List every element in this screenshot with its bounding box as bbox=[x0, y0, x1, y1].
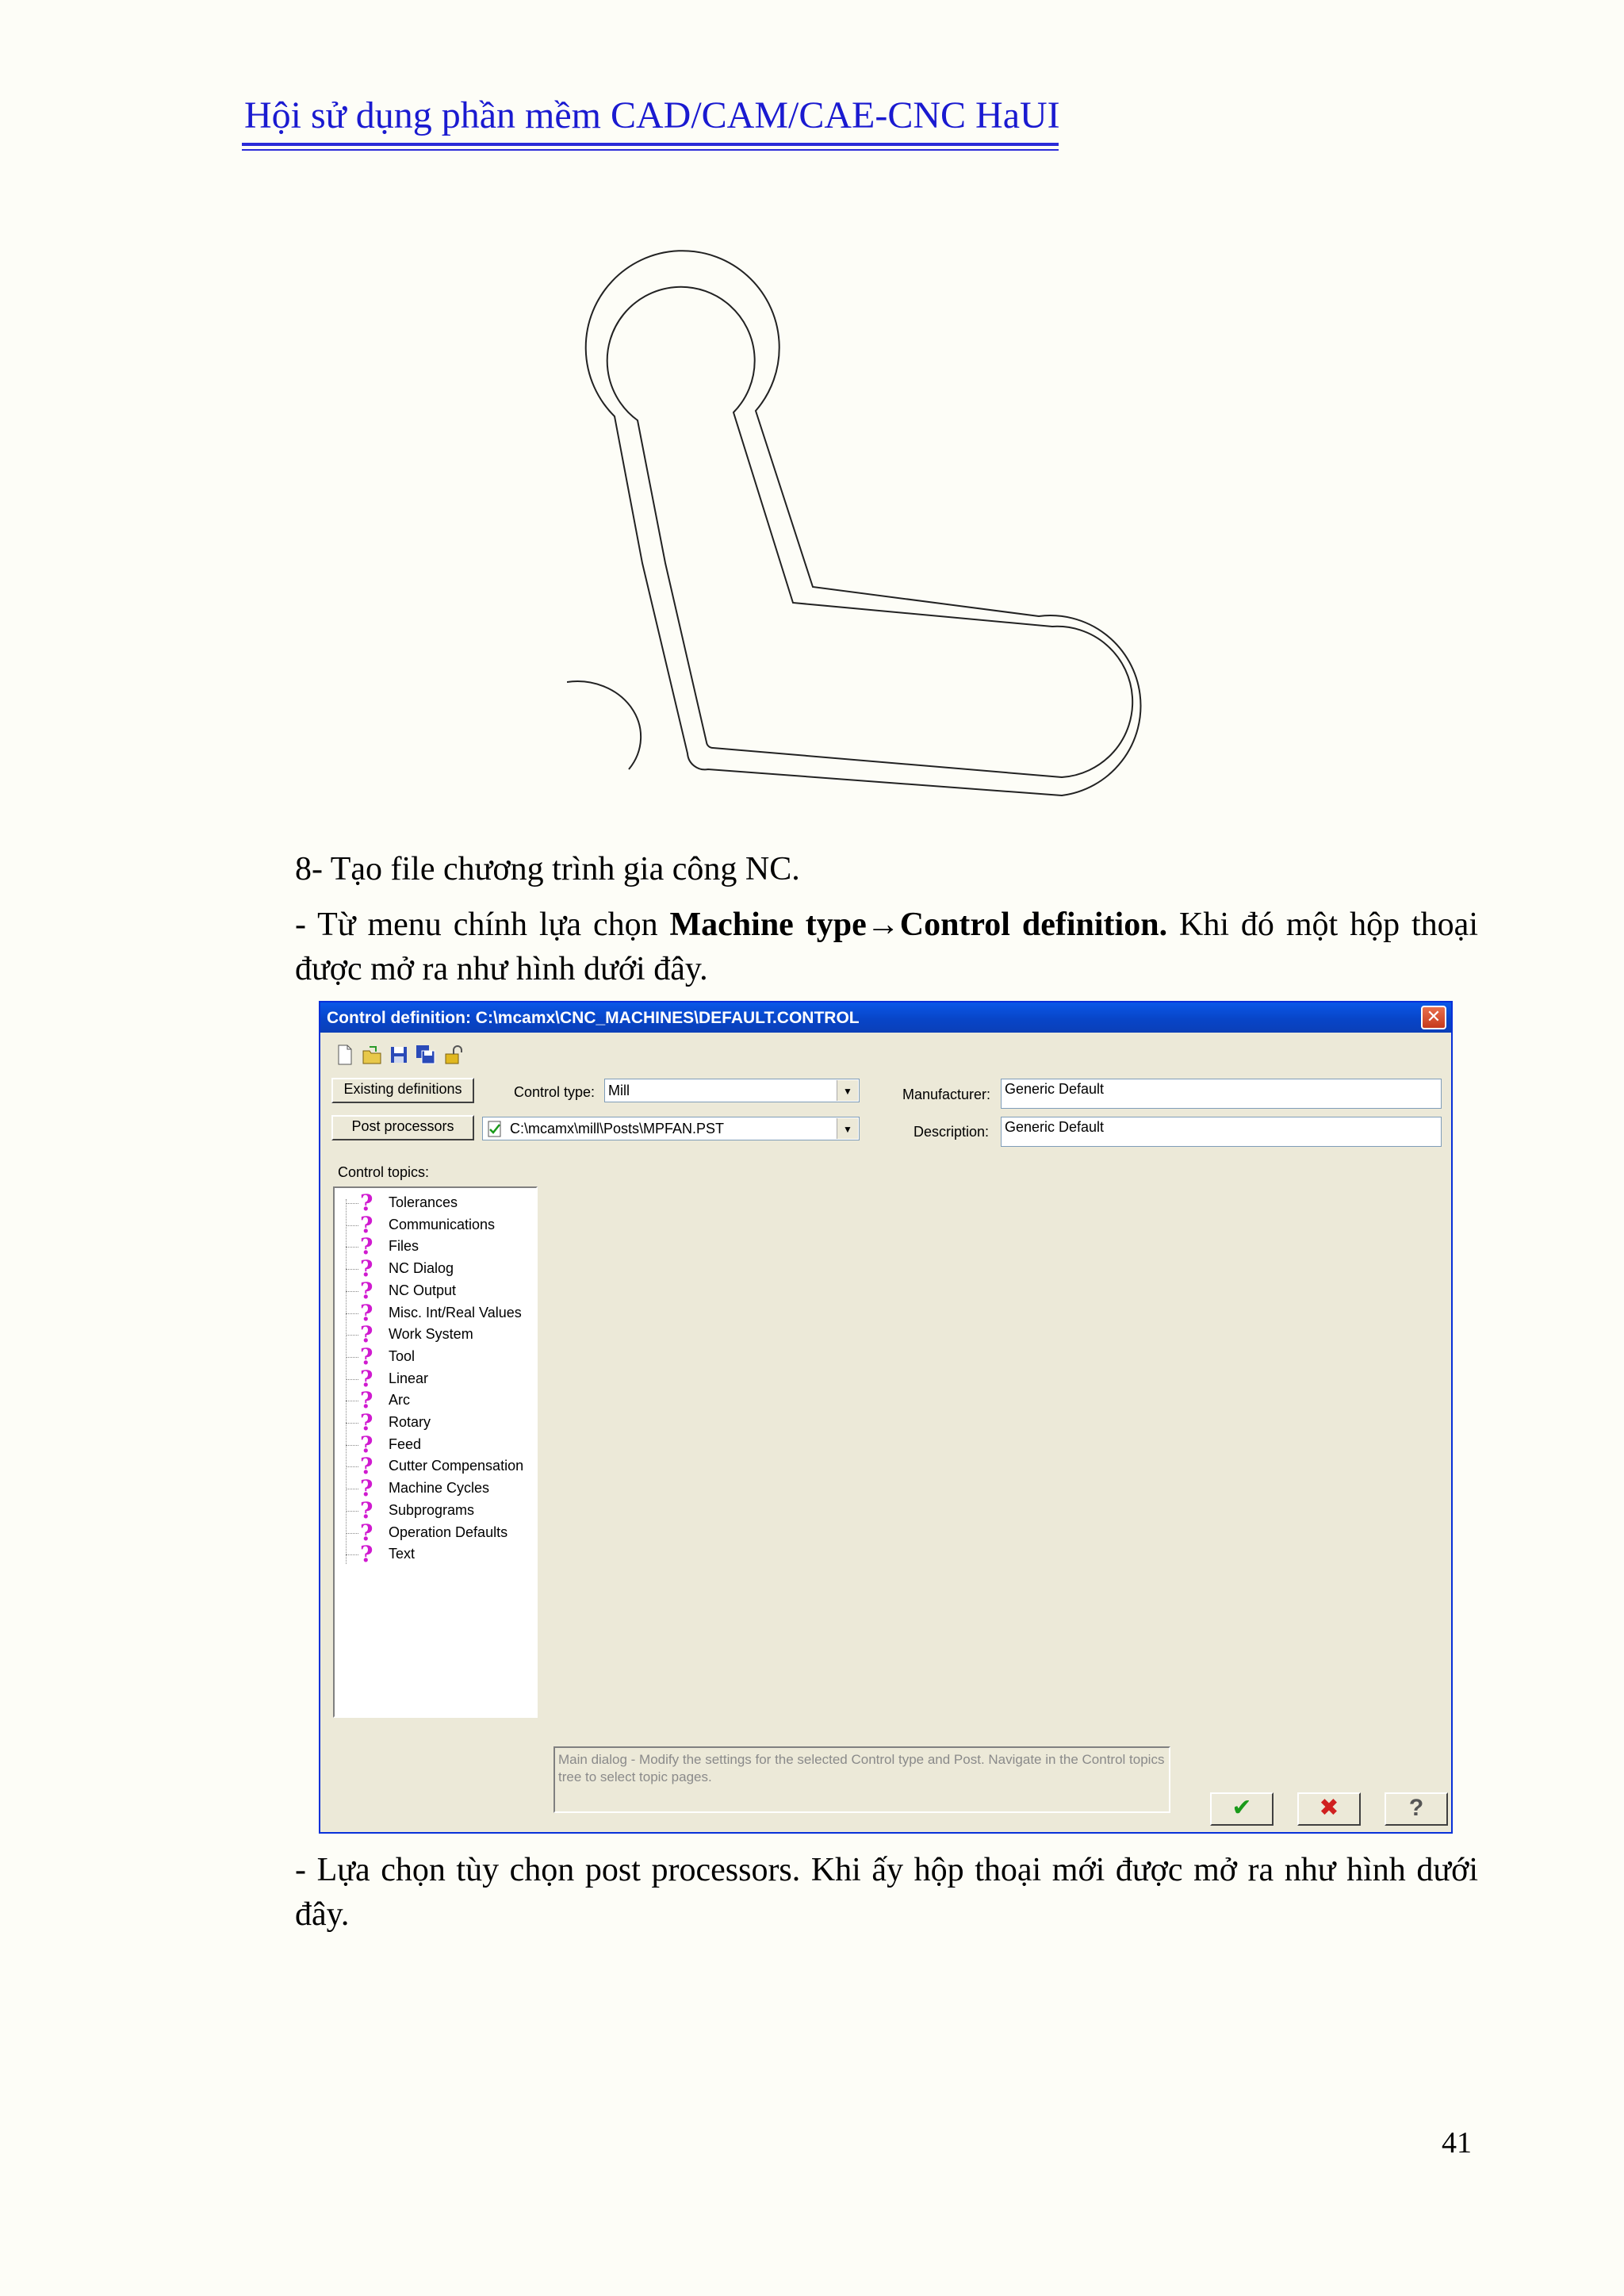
menu-path: Machine type→Control definition. bbox=[669, 907, 1168, 943]
tree-branch-line bbox=[346, 1291, 358, 1292]
ok-button[interactable]: ✔ bbox=[1210, 1792, 1274, 1826]
tree-item-label: Linear bbox=[389, 1370, 429, 1386]
lock-icon[interactable] bbox=[442, 1044, 463, 1066]
post-path-value: C:\mcamx\mill\Posts\MPFAN.PST bbox=[510, 1121, 725, 1137]
open-folder-icon[interactable] bbox=[362, 1044, 382, 1066]
existing-definitions-button[interactable]: Existing definitions bbox=[331, 1078, 474, 1103]
toolpath-entry-arc bbox=[567, 681, 641, 769]
status-message: Main dialog - Modify the settings for the selected Control type and Post. Navigate in the Control topics tree to select topic pages. bbox=[553, 1746, 1170, 1813]
cancel-button[interactable]: ✖ bbox=[1297, 1792, 1361, 1826]
tree-branch-line bbox=[346, 1335, 358, 1336]
chevron-down-icon[interactable]: ▼ bbox=[837, 1118, 858, 1139]
dialog-titlebar bbox=[320, 1002, 1451, 1033]
dialog-title: Control definition: C:\mcamx\CNC_MACHINES\DEFAULT.CONTROL bbox=[327, 1009, 860, 1027]
toolpath-outer-contour bbox=[586, 251, 1141, 795]
tree-item-label: Feed bbox=[389, 1435, 422, 1452]
tree-item-label: Rotary bbox=[389, 1414, 431, 1430]
tree-item-label: Communications bbox=[389, 1216, 496, 1232]
chevron-down-icon[interactable]: ▼ bbox=[837, 1080, 858, 1101]
control-definition-dialog bbox=[319, 1001, 1453, 1834]
step-title: 8- Tạo file chương trình gia công NC. bbox=[295, 851, 800, 887]
question-mark-icon: ? bbox=[360, 1299, 373, 1326]
question-mark-icon: ? bbox=[360, 1497, 373, 1524]
question-mark-icon: ? bbox=[360, 1343, 373, 1370]
tree-item-label: Files bbox=[389, 1238, 419, 1255]
help-button[interactable]: ? bbox=[1385, 1792, 1448, 1826]
question-mark-icon: ? bbox=[360, 1233, 373, 1260]
toolpath-drawing bbox=[567, 230, 1249, 817]
tree-item-label: NC Dialog bbox=[389, 1260, 454, 1277]
page-header: Hội sử dụng phần mềm CAD/CAM/CAE-CNC HaUI bbox=[244, 94, 1060, 136]
question-mark-icon: ? bbox=[360, 1321, 373, 1348]
tree-branch-line bbox=[346, 1357, 358, 1358]
tree-branch-line bbox=[346, 1466, 358, 1467]
header-rule bbox=[242, 143, 1059, 146]
save-as-icon[interactable] bbox=[416, 1044, 436, 1066]
tree-branch-line bbox=[346, 1203, 358, 1204]
tree-item-label: Subprograms bbox=[389, 1501, 475, 1518]
control-topics-tree[interactable] bbox=[333, 1186, 538, 1718]
question-mark-icon: ? bbox=[360, 1211, 373, 1238]
question-mark-icon: ? bbox=[360, 1519, 373, 1546]
tree-item-label: Work System bbox=[389, 1326, 473, 1343]
post-path-select[interactable] bbox=[482, 1117, 860, 1140]
para1-suffix: Khi đó một hộp thoại được mở ra như hình dưới đây. bbox=[295, 907, 1478, 987]
control-topics-label: Control topics: bbox=[338, 1164, 430, 1180]
manufacturer-label: Manufacturer: bbox=[902, 1087, 991, 1102]
tree-branch-line bbox=[346, 1313, 358, 1314]
tree-connector-line bbox=[346, 1199, 347, 1564]
question-mark-icon: ? bbox=[360, 1409, 373, 1435]
paragraph-post-processors: - Lựa chọn tùy chọn post processors. Khi ấy hộp thoại mới được mở ra như hình dưới đây. bbox=[295, 1852, 1478, 1933]
tree-branch-line bbox=[346, 1269, 358, 1270]
close-button[interactable]: ✕ bbox=[1421, 1006, 1446, 1029]
question-mark-icon: ? bbox=[360, 1365, 373, 1392]
tree-branch-line bbox=[346, 1379, 358, 1380]
question-mark-icon: ? bbox=[360, 1255, 373, 1282]
tree-item-label: Arc bbox=[389, 1392, 410, 1409]
control-type-value: Mill bbox=[608, 1083, 630, 1098]
description-field[interactable]: Generic Default bbox=[1001, 1117, 1442, 1147]
manufacturer-field[interactable]: Generic Default bbox=[1001, 1079, 1442, 1109]
tree-item-label: Operation Defaults bbox=[389, 1524, 508, 1540]
tree-branch-line bbox=[346, 1225, 358, 1226]
question-mark-icon: ? bbox=[360, 1387, 373, 1414]
tree-branch-line bbox=[346, 1423, 358, 1424]
header-rule-thin bbox=[242, 149, 1059, 151]
tree-item-label: NC Output bbox=[389, 1282, 457, 1298]
tree-item-label: Tolerances bbox=[389, 1194, 458, 1210]
question-mark-icon: ? bbox=[360, 1475, 373, 1502]
save-icon[interactable] bbox=[389, 1044, 409, 1066]
post-processors-button[interactable]: Post processors bbox=[331, 1115, 474, 1140]
toolpath-inner-contour bbox=[607, 287, 1132, 777]
paragraph-intro bbox=[295, 903, 1478, 991]
tree-item-label: Cutter Compensation bbox=[389, 1458, 524, 1474]
post-file-icon bbox=[486, 1121, 504, 1138]
tree-branch-line bbox=[346, 1511, 358, 1512]
tree-branch-line bbox=[346, 1247, 358, 1248]
control-type-label: Control type: bbox=[514, 1084, 596, 1100]
tree-branch-line bbox=[346, 1533, 358, 1534]
page-number: 41 bbox=[1442, 2126, 1472, 2160]
new-file-icon[interactable] bbox=[335, 1044, 355, 1066]
question-mark-icon: ? bbox=[360, 1453, 373, 1480]
question-mark-icon: ? bbox=[360, 1541, 373, 1568]
tree-item-label: Tool bbox=[389, 1347, 416, 1364]
tree-branch-line bbox=[346, 1554, 358, 1555]
question-mark-icon: ? bbox=[360, 1190, 373, 1216]
control-type-select[interactable] bbox=[604, 1079, 860, 1102]
tree-branch-line bbox=[346, 1445, 358, 1446]
tree-item-label: Machine Cycles bbox=[389, 1480, 490, 1497]
para1-prefix: - Từ menu chính lựa chọn bbox=[295, 907, 670, 943]
description-label: Description: bbox=[914, 1124, 990, 1140]
tree-item-label: Misc. Int/Real Values bbox=[389, 1304, 522, 1320]
question-mark-icon: ? bbox=[360, 1277, 373, 1304]
tree-item-label: Text bbox=[389, 1546, 416, 1562]
question-mark-icon: ? bbox=[360, 1431, 373, 1458]
